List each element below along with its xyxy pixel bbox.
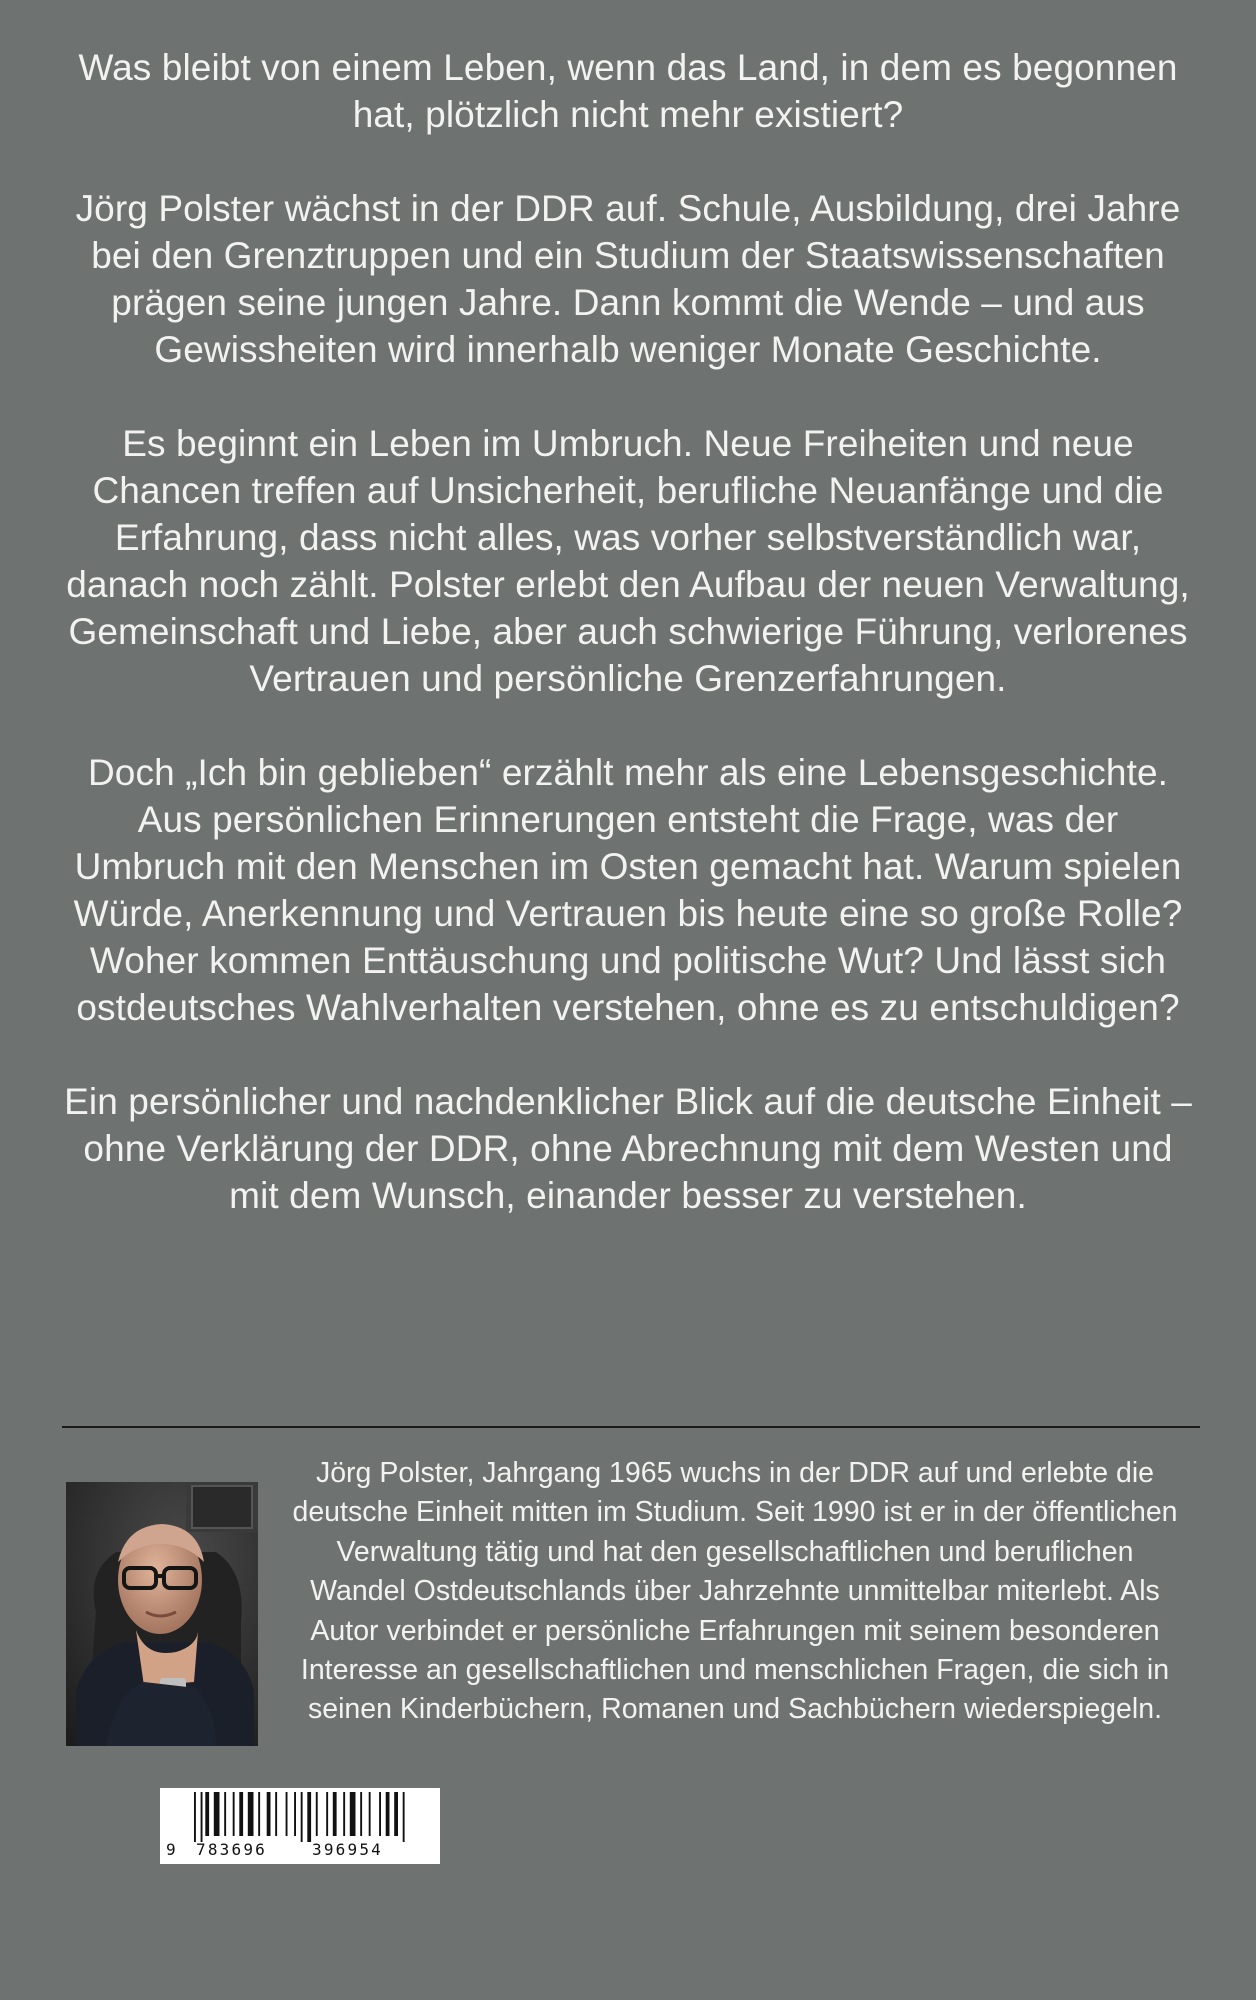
- barcode-bar: [275, 1792, 277, 1836]
- barcode-bar: [333, 1792, 337, 1836]
- barcode-bar: [369, 1792, 371, 1836]
- barcode-bar: [386, 1792, 390, 1836]
- isbn-barcode: [160, 1788, 440, 1864]
- barcode-bar: [248, 1792, 254, 1836]
- barcode-bar: [224, 1792, 226, 1836]
- blurb-paragraph-4: Doch „Ich bin geblieben“ erzählt mehr als eine Lebensgeschichte. Aus persönlichen Erinnerungen entsteht die Frage, was der Umbruch mit den Menschen im Osten gemacht hat. Warum spielen Würde, Anerkennung und Vertrauen bis heute eine so große Rolle? Woher kommen Enttäuschung und politische Wut? Und lässt sich ostdeutsches Wahlverhalten verstehen, ohne es zu entschuldigen?: [73, 752, 1183, 1028]
- barcode-bar: [214, 1792, 220, 1836]
- barcode-bar: [326, 1792, 328, 1836]
- blurb-paragraph-2: Jörg Polster wächst in der DDR auf. Schule, Ausbildung, drei Jahre bei den Grenztruppen und ein Studium der Staatswissenschaften prägen seine jungen Jahre. Dann kommt die Wende – und aus Gewissheiten wird innerhalb weniger Monate Geschichte.: [75, 188, 1181, 370]
- barcode-bar: [233, 1792, 235, 1836]
- barcode-bar: [379, 1792, 381, 1836]
- divider-line: [62, 1426, 1200, 1428]
- barcode-bar: [286, 1792, 288, 1836]
- author-bio: Jörg Polster, Jahrgang 1965 wuchs in der DDR auf und erlebte die deutsche Einheit mitten im Studium. Seit 1990 ist er in der öffentlichen Verwaltung tätig und hat den gesellschaftlichen und beruflichen Wandel Ostdeutschlands über Jahrzehnte unmittelbar miterlebt. Als Autor verbindet er persönliche Erfahrungen mit seinem besonderen Interesse an gesellschaftlichen und menschlichen Fragen, die sich in seinen Kinderbüchern, Romanen und Sachbüchern wiederspiegeln.: [292, 1457, 1178, 1726]
- barcode-bar: [294, 1792, 296, 1836]
- barcode-bar: [201, 1792, 203, 1842]
- barcode-digits: [160, 1840, 440, 1862]
- barcode-bar: [258, 1792, 260, 1836]
- barcode-bar: [194, 1792, 196, 1842]
- barcode-left-group: 783696: [196, 1840, 267, 1859]
- barcode-bar: [307, 1792, 311, 1842]
- barcode-right-group: 396954: [312, 1840, 383, 1859]
- barcode-bar: [343, 1792, 345, 1836]
- barcode-bar: [360, 1792, 362, 1836]
- barcode-bar: [350, 1792, 356, 1836]
- author-photo: [66, 1482, 258, 1746]
- blurb-paragraph-3: Es beginnt ein Leben im Umbruch. Neue Freiheiten und neue Chancen treffen auf Unsicherheit, berufliche Neuanfänge und die Erfahrung, dass nicht alles, was vorher selbstverständlich war, danach noch zählt. Polster erlebt den Aufbau der neuen Verwaltung, Gemeinschaft und Liebe, aber auch schwierige Führung, verlorenes Vertrauen und persönliche Grenzerfahrungen.: [66, 423, 1190, 699]
- blurb-text: [60, 44, 1196, 1266]
- barcode-bar: [394, 1792, 398, 1836]
- barcode-bar: [301, 1792, 303, 1842]
- barcode-bars: [160, 1788, 440, 1842]
- blurb-paragraph-5: Ein persönlicher und nachdenklicher Blick auf die deutsche Einheit – ohne Verklärung der DDR, ohne Abrechnung mit dem Westen und mit dem Wunsch, einander besser zu verstehen.: [64, 1081, 1192, 1216]
- blurb-paragraph-1: Was bleibt von einem Leben, wenn das Land, in dem es begonnen hat, plötzlich nicht mehr existiert?: [78, 47, 1178, 135]
- barcode-bar: [267, 1792, 271, 1836]
- barcode-bar: [205, 1792, 209, 1836]
- barcode-bar: [239, 1792, 243, 1836]
- barcode-lead-digit: 9: [166, 1840, 176, 1859]
- barcode-bar: [316, 1792, 318, 1836]
- barcode-bar: [403, 1792, 405, 1842]
